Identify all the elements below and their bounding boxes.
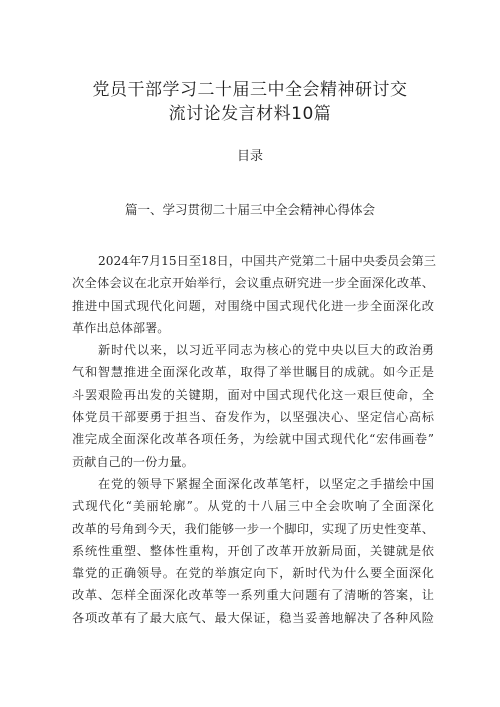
paragraph-line: 系统性重塑、整体性重构，开创了改革开放新局面，关键就是依 [72, 543, 434, 558]
paragraph-line: 革作出总体部署。 [72, 320, 170, 335]
paragraph-line: 体党员干部要勇于担当、奋发作为，以坚强决心、坚定信心高标 [72, 410, 434, 425]
paragraph-line: 气和智慧推进全面深化改革，取得了举世瞩目的成就。如今正是 [72, 365, 434, 380]
body-text [72, 250, 434, 629]
paragraph-line: 式现代化“美丽轮廓”。从党的十八届三中全会吹响了全面深化 [72, 499, 434, 514]
paragraph-line: 斗罢艰险再出发的关键期，面对中国式现代化这一艰巨使命，全 [72, 387, 434, 402]
chapter-heading: 篇一、学习贯彻二十届三中全会精神心得体会 [124, 202, 375, 217]
paragraph-line: 改革的号角到今天，我们能够一步一个脚印，实现了历史性变革、 [72, 521, 434, 536]
paragraph [72, 250, 434, 339]
paragraph-line: 2024年7月15日至18日，中国共产党第二十届中央委员会第三 [98, 254, 436, 268]
paragraph-line: 准完成全面深化改革各项任务，为绘就中国式现代化“宏伟画卷” [72, 432, 434, 447]
document-title-line2: 流讨论发言材料10篇 [168, 104, 332, 124]
document-title-line1: 党员干部学习二十届三中全会精神研讨交 [92, 80, 408, 100]
paragraph-line: 各项改革有了最大底气、最大保证，稳当妥善地解决了各种风险 [72, 610, 434, 625]
paragraph-line: 贡献自己的一份力量。 [72, 454, 194, 469]
paragraph [72, 339, 434, 473]
paragraph-line: 靠党的正确领导。在党的举旗定向下，新时代为什么要全面深化 [72, 566, 434, 581]
paragraph-line: 次全体会议在北京开始举行，会议重点研究进一步全面深化改革、 [72, 276, 434, 291]
paragraph-line: 推进中国式现代化问题，对围绕中国式现代化进一步全面深化改 [72, 298, 434, 313]
paragraph [72, 473, 434, 629]
toc-heading: 目录 [236, 149, 263, 164]
paragraph-line: 新时代以来，以习近平同志为核心的党中央以巨大的政治勇 [98, 343, 434, 358]
paragraph-line: 改革、怎样全面深化改革等一系列重大问题有了清晰的答案，让 [72, 588, 434, 603]
paragraph-line: 在党的领导下紧握全面深化改革笔杆，以坚定之手描绘中国 [98, 476, 434, 491]
